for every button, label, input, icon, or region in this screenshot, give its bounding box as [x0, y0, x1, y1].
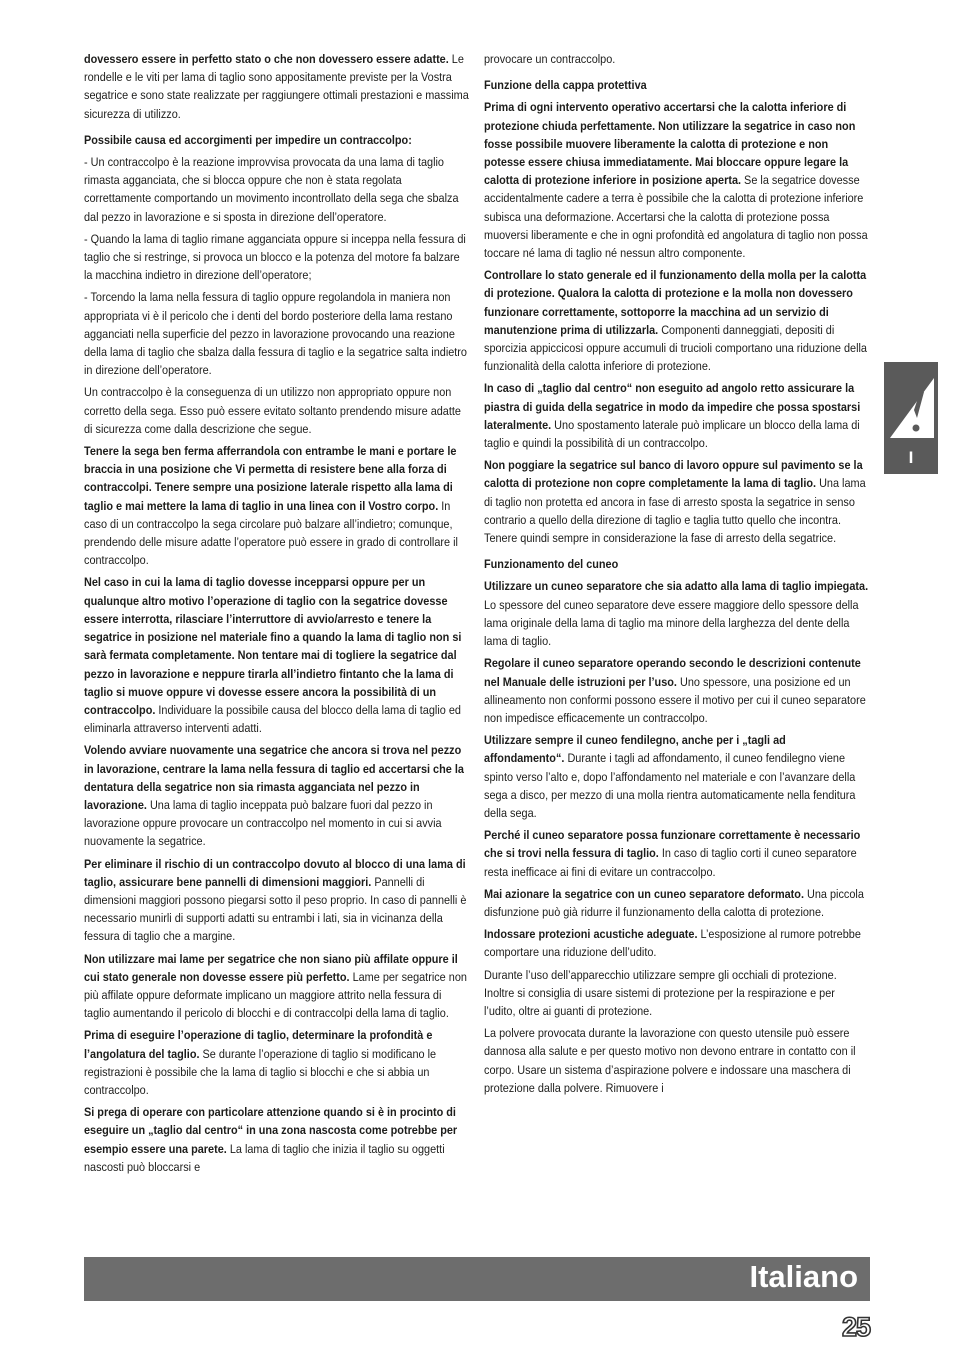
paragraph — [84, 573, 469, 737]
paragraph — [484, 925, 869, 961]
paragraph-bold-lead: Tenere la sega ben ferma afferrandola con entrambe le mani e portare le braccia in una posizione che Vi permetta di resistere bene alla forza di contraccolpi. Tenere sempre una posizione laterale rispetto alla lama di taglio e mai mettere la lama di taglio in una linea con il Vostro corpo. — [84, 444, 457, 513]
paragraph-bold-lead: Si prega di operare con particolare attenzione quando si è in procinto di eseguire un „taglio dal centro“ in una zona nascosta come potrebbe per esempio essere una parete. — [84, 1105, 458, 1156]
paragraph — [484, 555, 869, 573]
paragraph — [84, 741, 469, 850]
paragraph-bold-lead: Indossare protezioni acustiche adeguate. — [484, 927, 698, 942]
paragraph-text: Una lama di taglio non protetta ed ancora in fase di arresto sposta la segatrice in senso contrario a quello della direzione di taglio e taglia tutto quello che incontra. Tenere quindi sempre in considerazione la fase di arresto della segatrice. — [484, 476, 866, 546]
paragraph-bold-lead: Utilizzare sempre il cuneo fendilegno, anche per i „tagli ad affondamento“. — [484, 733, 786, 766]
paragraph — [484, 577, 869, 650]
paragraph — [484, 76, 869, 94]
paragraph-text: L’esposizione al rumore potrebbe comportare una riduzione dell’udito. — [484, 927, 861, 960]
paragraph-text: Se la segatrice dovesse accidentalmente cadere a terra è possibile che la calotta di protezione inferiore subisca una deformazione. Accertarsi che la calotta di protezione possa muoversi liberamente e che in ogni profondità ed angolatura di taglio non possa toccare né lama di taglio né nessun altro componente. — [484, 173, 868, 261]
paragraph — [84, 131, 469, 149]
paragraph-text: Una lama di taglio inceppata può balzare fuori dal pezzo in lavorazione oppure provocare un contraccolpo nel momento in cui si avvia nuovamente la segatrice. — [84, 797, 442, 849]
paragraph-bold-lead: Prima di ogni intervento operativo accertarsi che la calotta inferiore di protezione chiuda perfettamente. Non utilizzare la segatrice in caso non fosse possibile muovere liberamente la calotta di protezione e non potesse essere chiusa immediatamente. Mai bloccare oppure legare la calotta di protezione inferiore in posizione aperta. — [484, 100, 856, 188]
paragraph-bold-lead: Prima di eseguire l’operazione di taglio, determinare la profondità e l’angolatura del taglio. — [84, 1028, 433, 1061]
paragraph-text: In caso di taglio corti il cuneo separatore resta inefficace ai fini di evitare un contraccolpo. — [484, 846, 857, 879]
paragraph-bold-lead: Funzione della cappa protettiva — [484, 78, 647, 93]
paragraph — [484, 826, 869, 881]
paragraph — [484, 50, 869, 68]
paragraph-text: Se durante l’operazione di taglio si modificano le registrazioni è possibile che la lama di taglio si blocchi e che si abbia un contraccolpo. — [84, 1046, 437, 1097]
paragraph-bold-lead: Volendo avviare nuovamente una segatrice che ancora si trova nel pezzo in lavorazione, centrare la lama nella fessura di taglio ed accertarsi che la dentatura della segatrice non sia rimasta agganciata nel pezzo in lavorazione. — [84, 743, 464, 812]
paragraph-bold-lead: Non utilizzare mai lame per segatrice che non siano più affilate oppure il cui stato generale non dovesse essere più perfetto. — [84, 951, 458, 984]
paragraph-text: La polvere provocata durante la lavorazione con questo utensile può essere dannosa alla salute e per questo motivo non devono entrare in contatto con il corpo. Usare un sistema d’aspirazione polvere e indossare una maschera di protezione dalla polvere. Rimuovere i — [484, 1026, 856, 1095]
paragraph — [84, 1103, 469, 1176]
paragraph-text: Durante l’uso dell’apparecchio utilizzare sempre gli occhiali di protezione. Inoltre si consiglia di usare sistemi di protezione per la respirazione e per l’udito, oltre ai guanti di protezione. — [484, 967, 837, 1018]
paragraph — [484, 379, 869, 452]
paragraph — [84, 383, 469, 438]
paragraph-text: Un contraccolpo è la conseguenza di un utilizzo non appropriato oppure non corretto della sega. Esso può essere evitato soltanto prendendo misure adatte di sicurezza come dalla descrizione che segue. — [84, 385, 461, 436]
paragraph-bold-lead: Mai azionare la segatrice con un cuneo separatore deformato. — [484, 886, 804, 901]
paragraph-bold-lead: In caso di „taglio dal centro“ non eseguito ad angolo retto assicurare la piastra di guida della segatrice in modo da impedire che possa spostarsi lateralmente. — [484, 381, 861, 432]
page-number: 25 — [841, 1312, 870, 1342]
paragraph — [484, 966, 869, 1021]
paragraph — [84, 230, 469, 285]
paragraph-bold-lead: Nel caso in cui la lama di taglio dovesse incepparsi oppure per un qualunque altro motivo l’operazione di taglio con la segatrice dovesse essere interrotta, rilasciare l’interruttore di avvio/arresto e tenere la segatrice in posizione nel materiale fino a quando la lama di taglio non si sarà fermata completamente. Non tentare mai di togliere la segatrice dal pezzo in lavorazione e neppure tirarla all’indietro fintanto che la lama di taglio si muove oppure vi dovesse essere ancora la possibilità di un contraccolpo. — [84, 575, 462, 717]
paragraph-bold-lead: Non poggiare la segatrice sul banco di lavoro oppure sul pavimento se la calotta di protezione non copre completamente la lama di taglio. — [484, 458, 863, 491]
paragraph — [484, 456, 869, 547]
paragraph-text: Durante i tagli ad affondamento, il cuneo fendilegno viene spinto verso l’alto e, dopo l’affondamento nel materiale e con l’avanzare della sega a disco, per mezzo di una molla rientra automaticamente nella fenditura della sega. — [484, 751, 856, 820]
paragraph-bold-lead: Utilizzare un cuneo separatore che sia adatto alla lama di taglio impiegata. — [484, 579, 869, 594]
paragraph — [84, 1026, 469, 1099]
language-letter: I — [908, 448, 914, 467]
paragraph-text: Uno spessore, una posizione ed un allineamento non conformi possono essere il motivo per cui il cuneo separatore non impedisce efficacemente un contraccolpo. — [484, 674, 866, 725]
paragraph-bold-lead: Possibile causa ed accorgimenti per impedire un contraccolpo: — [84, 132, 412, 147]
paragraph — [84, 855, 469, 946]
paragraph-text: - Torcendo la lama nella fessura di taglio oppure regolandola in maniera non appropriata vi è il pericolo che i denti del bordo posteriore della lama restano agganciati nella superficie del pezzo in lavorazione provocando una reazione della lama di taglio che sbalza dalla fessura di taglio e la segatrice salta indietro in direzione dell’operatore. — [84, 290, 467, 378]
paragraph-bold-lead: Funzionamento del cuneo — [484, 557, 619, 572]
paragraph-text: Uno spostamento laterale può implicare un blocco della lama di taglio e quindi la possibilità di un contraccolpo. — [484, 417, 860, 451]
paragraph-text: In caso di un contraccolpo la sega circolare può balzare all’indietro; comunque, prendendo delle misure adatte l’operatore può essere in grado di controllare il contraccolpo. — [84, 498, 458, 568]
paragraph — [484, 731, 869, 822]
paragraph-bold-lead: Regolare il cuneo separatore operando secondo le descrizioni contenute nel Manuale delle istruzioni per l’uso. — [484, 656, 861, 689]
language-side-tab — [884, 362, 938, 474]
paragraph-text: La lama di taglio che inizia il taglio su oggetti nascosti può bloccarsi e — [84, 1141, 445, 1174]
right-column — [484, 50, 869, 1101]
paragraph — [484, 1024, 869, 1097]
paragraph-bold-lead: dovessero essere in perfetto stato o che non dovessero essere adatte. — [84, 52, 449, 66]
paragraph — [484, 266, 869, 375]
paragraph-text: Lame per segatrice non più affilate oppure deformate implicano un maggiore attrito nella fessura di taglio aumentando il pericolo di blocchi e di contraccolpi della lama di taglio. — [84, 969, 467, 1021]
paragraph-text: Componenti danneggiati, depositi di sporcizia appiccicosi oppure accumuli di trucioli comportano una riduzione della funzionalità della calotta inferiore di protezione. — [484, 322, 867, 374]
paragraph-text: provocare un contraccolpo. — [484, 52, 616, 66]
paragraph — [484, 654, 869, 727]
warning-exclamation-icon — [884, 362, 938, 444]
paragraph — [84, 442, 469, 569]
paragraph-bold-lead: Perché il cuneo separatore possa funzionare correttamente è necessario che si trovi nella fessura di taglio. — [484, 828, 861, 861]
paragraph-bold-lead: Per eliminare il rischio di un contraccolpo dovuto al blocco di una lama di taglio, assicurare bene pannelli di dimensioni maggiori. — [84, 856, 466, 889]
paragraph-text: Individuare la possibile causa del blocco della lama di taglio ed eliminarla attraverso interventi adatti. — [84, 702, 461, 736]
paragraph-text: - Un contraccolpo è la reazione improvvisa provocata da una lama di taglio rimasta agganciata, che si blocca oppure che non è stata regolata correttamente comportando un movimento incontrollato della sega che sbalza dal pezzo in lavorazione e si sposta in direzione dell’operatore. — [84, 155, 459, 224]
paragraph-text: Una piccola disfunzione può già ridurre il funzionamento della calotta di protezione. — [484, 886, 864, 919]
paragraph-text: - Quando la lama di taglio rimane agganciata oppure si inceppa nella fessura di taglio che si restringe, si provoca un blocco e la potenza del motore fa balzare la macchina indietro in direzione dell’operatore; — [84, 231, 466, 283]
paragraph — [84, 288, 469, 379]
language-label: Italiano — [749, 1259, 858, 1294]
paragraph — [484, 885, 869, 921]
paragraph-bold-lead: Controllare lo stato generale ed il funzionamento della molla per la calotta di protezione. Qualora la calotta di protezione e la molla non dovessero funzionare correttamente, sottoporre la macchina ad un servizio di manutenzione prima di utilizzarla. — [484, 268, 867, 337]
paragraph-text: Pannelli di dimensioni maggiori possono piegarsi sotto il peso proprio. In caso di pannelli è necessario munirli di supporti adatti su entrambi i lati, sia in vicinanza della fessura di taglio che a margine. — [84, 874, 467, 944]
paragraph — [484, 98, 869, 262]
paragraph — [84, 950, 469, 1023]
footer-language-bar — [84, 1257, 870, 1301]
paragraph — [84, 153, 469, 226]
left-column — [84, 50, 469, 1180]
paragraph-text: Lo spessore del cuneo separatore deve essere maggiore dello spessore della lama originale della lama di taglio ma minore della larghezza del dente della lama di taglio. — [484, 597, 859, 649]
paragraph-text: Le rondelle e le viti per lama di taglio sono appositamente previste per la Vostra segatrice e sono state realizzate per raggiungere ottimali prestazioni e massima sicurezza di utilizzo. — [84, 52, 469, 121]
paragraph — [84, 50, 469, 123]
